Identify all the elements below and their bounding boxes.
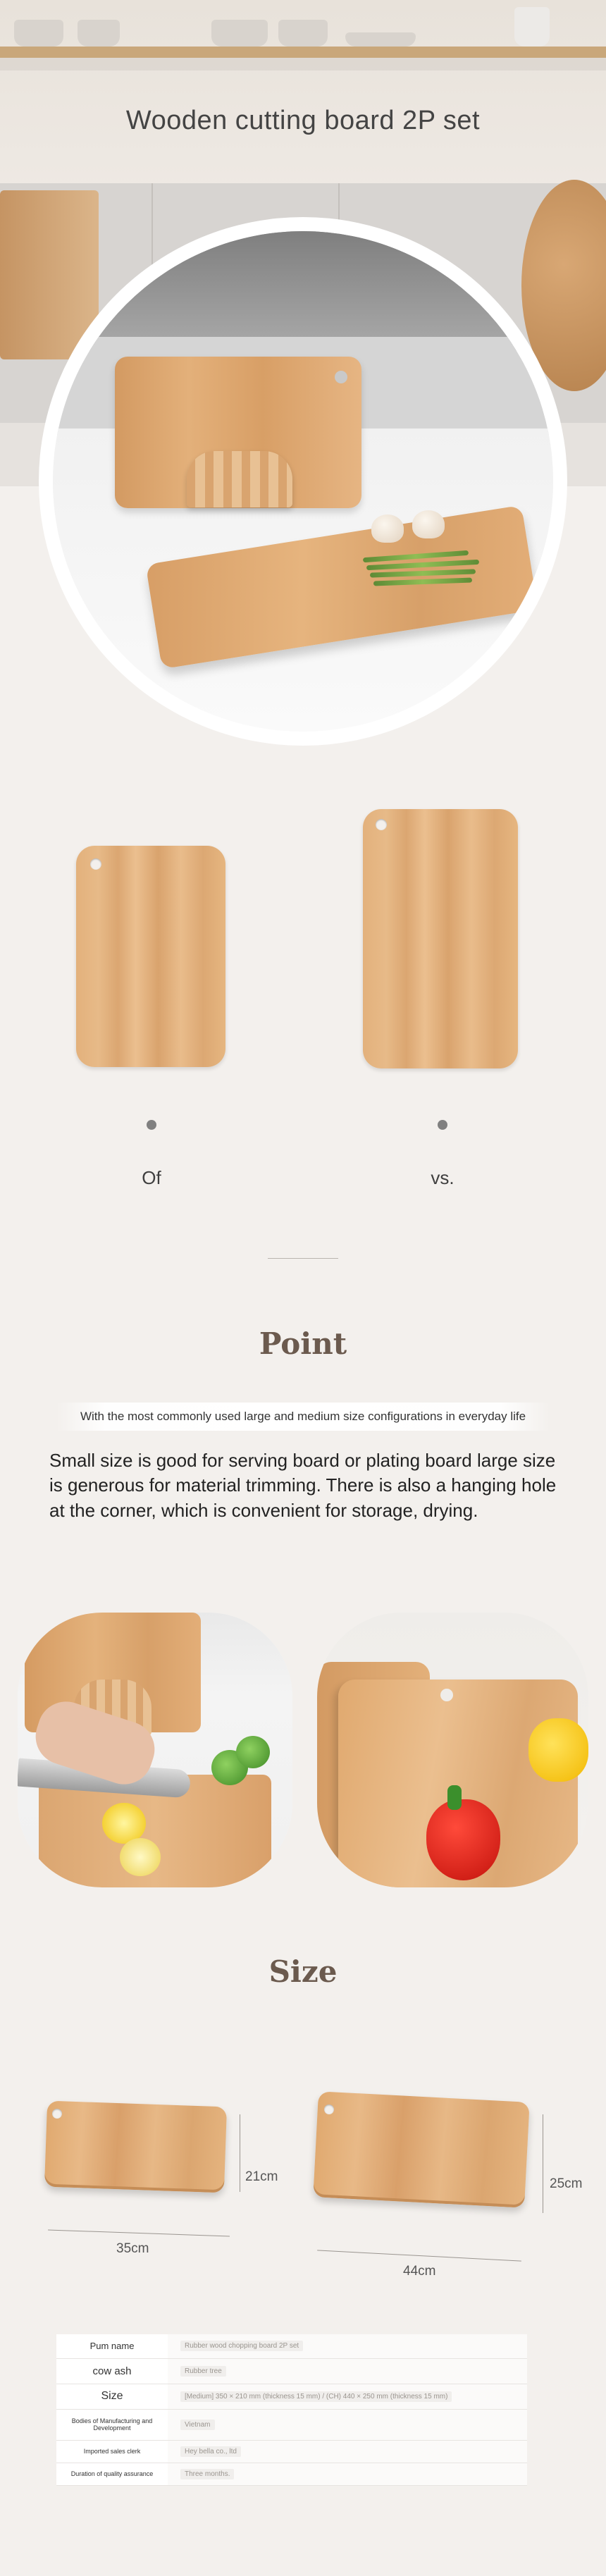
photo-boards-peppers	[317, 1613, 588, 1887]
small-board-size-image	[44, 2101, 227, 2193]
board-hole	[376, 819, 387, 830]
table-row	[56, 2409, 527, 2440]
mushroom	[412, 510, 445, 538]
spec-table	[56, 2334, 527, 2486]
spec-key: Duration of quality assurance	[56, 2463, 168, 2485]
point-title: Point	[259, 1326, 347, 1361]
small-board-image	[76, 846, 225, 1067]
spec-key: Size	[56, 2384, 168, 2409]
point-description: Small size is good for serving board or plating board large size is generous for material trimming. There is also a hanging hole at the corner, which is convenient for storage, drying.	[49, 1450, 557, 1521]
board-hole	[90, 858, 101, 870]
spec-key: Bodies of Manufacturing and Development	[56, 2409, 168, 2440]
large-board-size-image	[313, 2091, 529, 2207]
table-row	[56, 2334, 527, 2358]
lime	[236, 1736, 270, 1768]
spec-value-text: Hey bella co., ltd	[180, 2446, 241, 2457]
width-dimension-line	[48, 2229, 230, 2236]
board-hole	[52, 2109, 62, 2119]
table-row	[56, 2463, 527, 2485]
section-divider	[268, 1258, 338, 1259]
spec-value-text: Vietnam	[180, 2420, 215, 2430]
kitchen-shelf	[0, 47, 606, 58]
point-subtitle: With the most commonly used large and medium size configurations in everyday life	[56, 1403, 550, 1431]
width-dimension-line	[317, 2250, 521, 2261]
shelf-dish	[14, 20, 63, 47]
mushroom	[371, 514, 404, 543]
spec-value	[168, 2334, 527, 2358]
spec-value	[168, 2384, 527, 2409]
hero-photo	[53, 231, 553, 732]
board-hole	[440, 1689, 453, 1701]
pepper-stem	[447, 1785, 462, 1810]
spec-value-text: Three months.	[180, 2469, 234, 2479]
bullet-dot	[147, 1120, 156, 1130]
spec-value	[168, 2358, 527, 2384]
spec-value-text: Rubber wood chopping board 2P set	[180, 2341, 303, 2351]
spec-value	[168, 2440, 527, 2463]
shelf-dish	[211, 20, 268, 47]
photo-wall	[53, 231, 553, 351]
spec-key: Pum name	[56, 2334, 168, 2358]
shelf-dish	[345, 32, 416, 47]
yellow-pepper	[528, 1718, 588, 1782]
spec-key: cow ash	[56, 2358, 168, 2384]
table-row	[56, 2440, 527, 2463]
shelf-dish	[278, 20, 328, 47]
board-stand-holder	[187, 451, 292, 507]
spec-value-text: [Medium] 350 × 210 mm (thickness 15 mm) / (CH) 440 × 250 mm (thickness 15 mm)	[180, 2391, 452, 2402]
page-title: Wooden cutting board 2P set	[125, 106, 481, 135]
small-board-width: 35cm	[116, 2241, 149, 2256]
bullet-dot	[438, 1120, 447, 1130]
large-board-image	[363, 809, 518, 1068]
lemon-slice	[120, 1838, 161, 1876]
board-hole	[324, 2104, 334, 2114]
table-row	[56, 2384, 527, 2409]
board-hole	[335, 371, 347, 383]
spec-value-text: Rubber tree	[180, 2366, 226, 2377]
large-board-width: 44cm	[403, 2264, 436, 2279]
red-pepper	[426, 1799, 500, 1880]
shelf-shadow	[0, 58, 606, 70]
spec-key: Imported sales clerk	[56, 2440, 168, 2463]
table-row	[56, 2358, 527, 2384]
left-board-label: Of	[142, 1167, 161, 1188]
shelf-jar	[514, 7, 550, 47]
spec-value	[168, 2463, 527, 2485]
spec-value	[168, 2409, 527, 2440]
large-board-height: 25cm	[550, 2176, 583, 2191]
photo-cutting-lemon	[18, 1613, 292, 1887]
small-board-height: 21cm	[245, 2169, 278, 2184]
shelf-dish	[78, 20, 120, 47]
size-title: Size	[268, 1954, 338, 1989]
right-board-label: vs.	[431, 1167, 455, 1188]
